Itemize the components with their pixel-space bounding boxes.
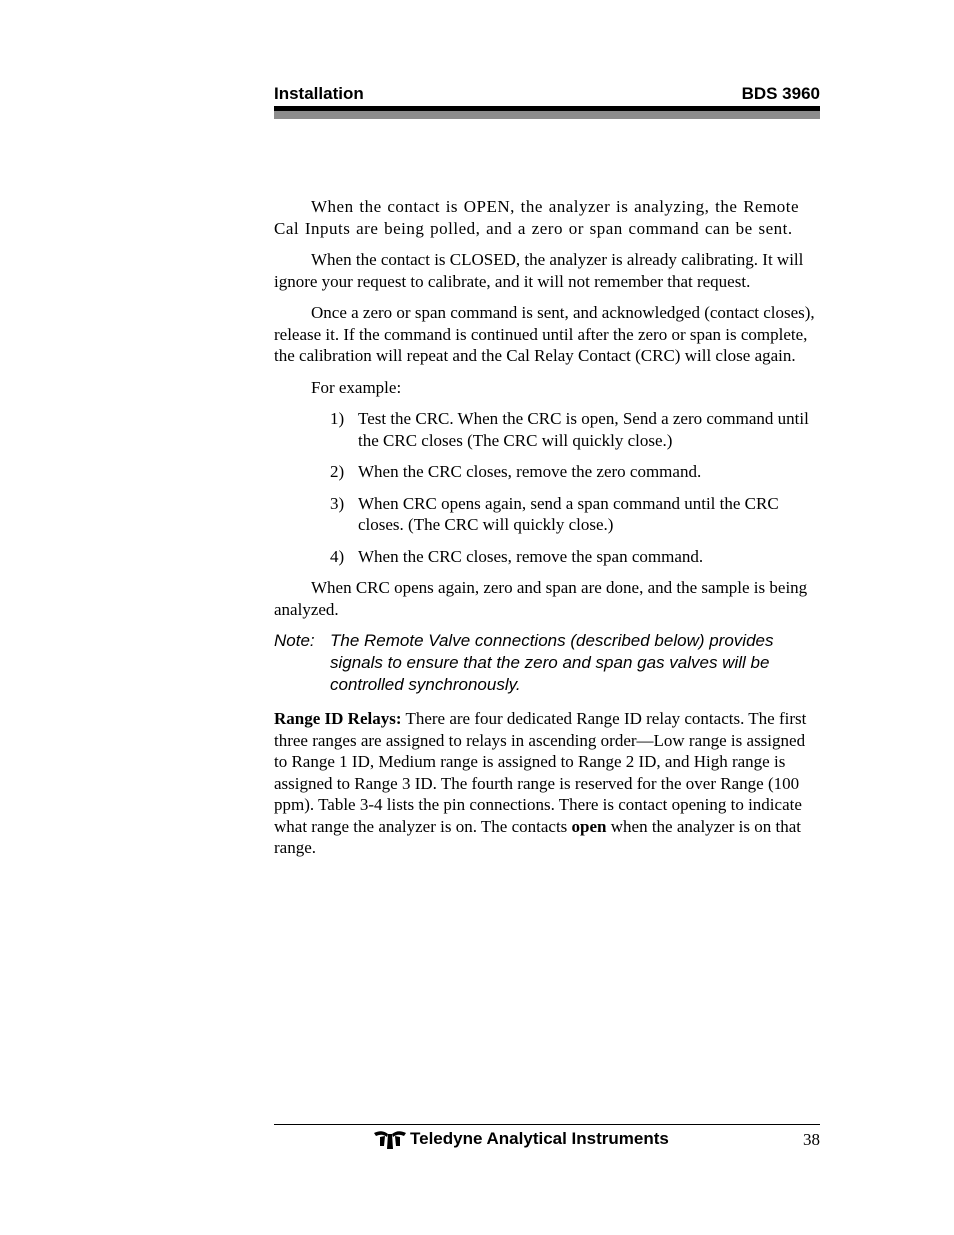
list-item-number: 1): [330, 409, 345, 428]
page-header: [274, 84, 820, 104]
list-item-text: When CRC opens again, send a span command until the CRC closes. (The CRC will quickly close.): [358, 493, 779, 534]
page-number: 38: [803, 1130, 820, 1149]
list-item: [274, 493, 820, 536]
header-section-title: Installation: [274, 84, 364, 103]
note-block: [274, 630, 820, 696]
list-item-number: 3): [330, 493, 345, 513]
list-item: [274, 546, 820, 568]
list-item-text: Test the CRC. When the CRC is open, Send a zero command until the CRC closes (The CRC will quickly close.): [358, 409, 809, 450]
note-label: Note:: [274, 631, 315, 650]
paragraph-command-sent: Once a zero or span command is sent, and acknowledged (contact closes), release it. If the command is continued until after the zero or span is complete, the calibration will repeat and the Cal Relay Contact (CRC) will close again.: [274, 303, 815, 365]
header-model-name: BDS 3960: [741, 84, 820, 103]
paragraph-crc-opens: When CRC opens again, zero and span are done, and the sample is being analyzed.: [274, 578, 808, 619]
range-id-heading: Range ID Relays:: [274, 709, 402, 728]
list-item: [274, 408, 820, 451]
footer-company-name: Teledyne Analytical Instruments: [410, 1129, 669, 1148]
list-item-number: 4): [330, 546, 345, 566]
header-shadow-rule: [274, 111, 820, 119]
footer-rule: [274, 1124, 820, 1125]
page-footer: [274, 1129, 820, 1153]
range-id-text-2: when the analyzer is on that range.: [274, 816, 802, 857]
list-item-text: When the CRC closes, remove the zero command.: [358, 462, 702, 481]
list-item: [274, 461, 820, 483]
page-body: [274, 196, 820, 869]
note-text: The Remote Valve connections (described below) provides signals to ensure that the zero and span gas valves will be controlled synchronously.: [330, 631, 774, 694]
paragraph-contact-closed: When the contact is CLOSED, the analyzer is already calibrating. It will ignore your request to calibrate, and it will not remember that request.: [274, 250, 804, 291]
paragraph-for-example: For example:: [311, 377, 402, 397]
teledyne-logo-icon: [374, 1130, 406, 1150]
example-steps-list: [274, 408, 820, 567]
paragraph-range-id-relays: [274, 708, 820, 859]
range-id-text-1: There are four dedicated Range ID relay contacts. The first three ranges are assigned to relays in ascending order—Low range is assigned to Range 1 ID, Medium range is assigned to Range 2 ID, and High range is assigned to Range 3 ID. The fourth range is reserved for the over Range (100 ppm). Table 3-4 lists the pin connections. There is contact opening to indicate what range the analyzer is on. The contacts: [274, 709, 807, 836]
range-id-bold-open: open: [571, 816, 607, 836]
list-item-text: When the CRC closes, remove the span command.: [358, 546, 704, 566]
paragraph-contact-open: When the contact is OPEN, the analyzer is analyzing, the Remote Cal Inputs are being polled, and a zero or span command can be sent.: [274, 197, 800, 238]
list-item-number: 2): [330, 462, 345, 481]
